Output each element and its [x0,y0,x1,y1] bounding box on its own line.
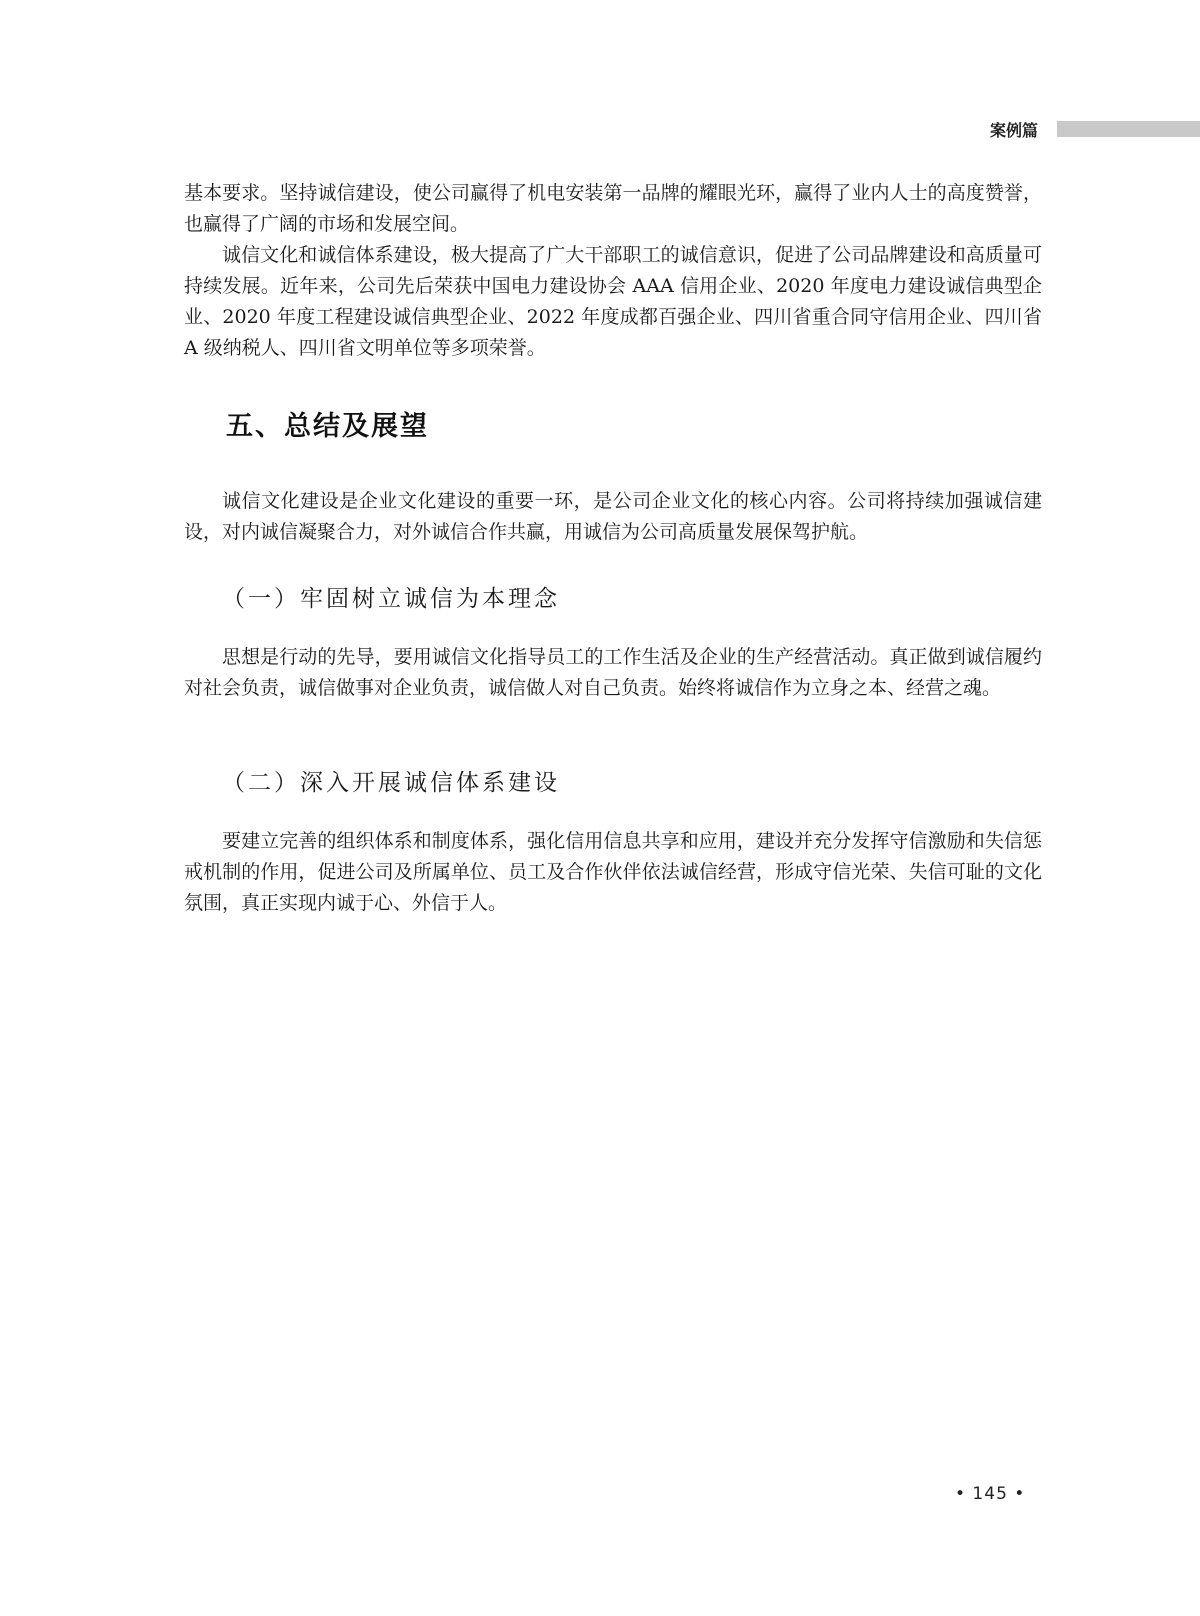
page-number: • 145 • [955,1484,1026,1504]
paragraph-honors: 诚信文化和诚信体系建设，极大提高了广大干部职工的诚信意识，促进了公司品牌建设和高质量可持续发展。近年来，公司先后荣获中国电力建设协会 AAA 信用企业、2020 年度电力建设诚信典型企业、2020 年度工程建设诚信典型企业、2022 年度成都百强企业、四川省重合同守信用企业、四川省 A 级纳税人、四川省文明单位等多项荣誉。 [184,244,1042,359]
chapter-header-label: 案例篇 [990,121,1039,140]
section-heading-summary: 五、总结及展望 [226,411,429,442]
chapter-header-bar [1057,121,1200,137]
paragraph-continuation: 基本要求。坚持诚信建设，使公司赢得了机电安装第一品牌的耀眼光环，赢得了业内人士的高度赞誉，也赢得了广阔的市场和发展空间。 [184,182,1042,235]
paragraph-summary: 诚信文化建设是企业文化建设的重要一环，是公司企业文化的核心内容。公司将持续加强诚信建设，对内诚信凝聚合力，对外诚信合作共赢，用诚信为公司高质量发展保驾护航。 [184,490,1042,543]
paragraph-subsection-1: 思想是行动的先导，要用诚信文化指导员工的工作生活及企业的生产经营活动。真正做到诚信履约对社会负责，诚信做事对企业负责，诚信做人对自己负责。始终将诚信作为立身之本、经营之魂。 [184,646,1042,699]
paragraph-subsection-2: 要建立完善的组织体系和制度体系，强化信用信息共享和应用，建设并充分发挥守信激励和失信惩戒机制的作用，促进公司及所属单位、员工及合作伙伴依法诚信经营，形成守信光荣、失信可耻的文化氛围，真正实现内诚于心、外信于人。 [184,830,1042,914]
subsection-heading-2: （二）深入开展诚信体系建设 [222,770,560,796]
subsection-heading-1: （一）牢固树立诚信为本理念 [222,586,560,612]
